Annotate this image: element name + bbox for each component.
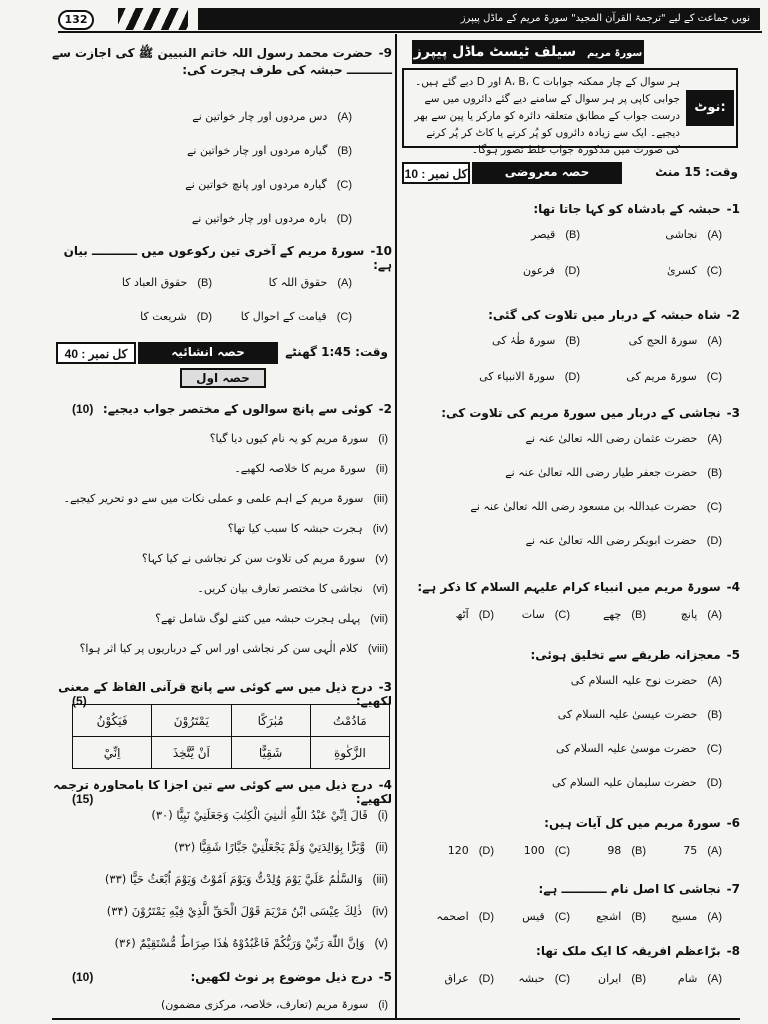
mcq-option: [552, 776, 722, 789]
item-text: نجاشی کا مختصر تعارف بیان کریں۔: [197, 582, 363, 595]
option-key: (C): [706, 265, 722, 277]
option-key: (D): [706, 777, 722, 789]
question-text: حضرت محمد رسول اللہ خاتم النبیین ﷺ کی اجازت سے ـــــــــــ حبشہ کی طرف ہجرت کی:: [52, 46, 392, 77]
item-key: (iv): [372, 906, 388, 918]
item-key: (ii): [375, 463, 388, 475]
option-text: حضرت نوح علیہ السلام کی: [570, 674, 698, 687]
mcq-option: [603, 608, 646, 621]
question-number: 10-: [370, 244, 392, 258]
mcq-question: [402, 944, 740, 958]
option-text: حضرت ابوبکر رضی اللہ تعالیٰ عنہ نے: [525, 534, 697, 547]
note-item: [161, 998, 388, 1011]
option-text: فرعون: [523, 264, 555, 277]
mcq-option: [140, 310, 212, 323]
mcq-option: [436, 910, 494, 923]
mcq-question: [402, 308, 740, 322]
short-question-item: [80, 642, 388, 655]
question-text: درج ذیل میں سے کوئی سے تین اجزا کا بامحاورہ ترجمہ لکھیے:: [53, 778, 392, 806]
question-number: 5-: [378, 970, 392, 984]
vocab-word: يَمْتَرُوْنَ: [152, 705, 231, 737]
vocab-word: اِنِّيْ: [73, 737, 152, 769]
objective-marks: کل نمبر : 10: [402, 162, 470, 184]
question-number: 2-: [726, 308, 740, 322]
mcq-option: [671, 910, 722, 923]
option-text: اشجع: [596, 910, 622, 923]
option-key: (A): [337, 111, 352, 123]
mcq-option: [571, 674, 722, 687]
option-text: نجاشی: [665, 228, 698, 241]
item-text: ذٰلِكَ عِيْسَى ابْنُ مَرْيَمَ قَوْلَ الْحَقِّ الَّذِيْ فِيْهِ يَمْتَرُوْنَ (۳۴): [106, 904, 362, 918]
item-key: (iv): [372, 523, 388, 535]
question-text: برّاعظم افریقہ کا ایک ملک تھا:: [536, 944, 721, 958]
option-key: (B): [707, 709, 722, 721]
mcq-option: [626, 370, 722, 383]
option-text: دس مردوں اور چار خواتین نے: [192, 110, 328, 123]
question-number: 7-: [726, 882, 740, 896]
mcq-option: [531, 228, 580, 241]
mcq-option: [505, 466, 722, 479]
vocab-row: [73, 737, 390, 769]
mcq-question: [402, 648, 740, 662]
translation-item: [107, 904, 388, 918]
paper-title-text: سیلف ٹیسٹ ماڈل پیپرز: [413, 44, 577, 60]
option-key: (B): [565, 229, 580, 241]
option-text: حضرت عیسیٰ علیہ السلام کی: [557, 708, 698, 721]
column-divider: [395, 34, 397, 1018]
option-key: (C): [554, 609, 570, 621]
item-key: (iii): [373, 493, 388, 505]
option-text: سورۃ طٰہٰ کی: [492, 334, 556, 347]
question-text: کوئی سے پانچ سوالوں کے مختصر جواب دیجیے:: [102, 402, 373, 416]
question-text: حبشہ کے بادشاہ کو کہا جاتا تھا:: [533, 202, 721, 216]
mcq-question: [402, 202, 740, 216]
option-text: بارہ مردوں اور چار خواتین نے: [191, 212, 327, 225]
mcq-question: [402, 580, 740, 594]
item-key: (v): [375, 553, 388, 565]
mcq-option: [269, 276, 352, 289]
mcq-option: [556, 742, 722, 755]
question-text: درج ذیل موضوع پر نوٹ لکھیں:: [190, 970, 373, 984]
option-key: (B): [565, 335, 580, 347]
option-key: (B): [337, 145, 352, 157]
option-key: (B): [197, 277, 212, 289]
option-key: (A): [707, 609, 722, 621]
option-key: (C): [554, 845, 570, 857]
option-key: (D): [478, 845, 494, 857]
option-text: 98: [607, 844, 622, 857]
item-text: کلام الٰہی سن کر نجاشی اور اس کے درباریوں پر کیا اثر ہوا؟: [79, 642, 358, 655]
header-rule: [58, 31, 762, 33]
option-text: حقوق العباد کا: [121, 276, 188, 289]
mcq-question: [402, 882, 740, 896]
mcq-option: [241, 310, 352, 323]
question-number: 1-: [726, 202, 740, 216]
mcq-option: [526, 534, 722, 547]
short-question-item: [64, 492, 388, 505]
question-marks: (15): [72, 792, 94, 806]
subjective-marks: کل نمبر : 40: [56, 342, 136, 364]
option-key: (D): [478, 911, 494, 923]
vocab-word: الزَّكٰوةِ: [310, 737, 389, 769]
item-text: سورۃ مریم (تعارف، خلاصہ، مرکزی مضمون): [161, 998, 369, 1011]
option-text: حضرت جعفر طیار رضی اللہ تعالیٰ عنہ نے: [505, 466, 698, 479]
option-key: (A): [707, 845, 722, 857]
option-key: (D): [564, 265, 580, 277]
option-text: مسیح: [671, 910, 698, 923]
item-key: (viii): [367, 643, 388, 655]
short-question-item: [197, 582, 388, 595]
option-text: گیارہ مردوں اور پانچ خواتین نے: [185, 178, 327, 191]
question-number: 8-: [726, 944, 740, 958]
option-key: (A): [707, 973, 722, 985]
option-text: گیارہ مردوں اور چار خواتین نے: [186, 144, 328, 157]
mcq-option: [607, 844, 646, 857]
item-key: (iii): [372, 874, 388, 886]
question: [52, 46, 392, 77]
option-text: قیصر: [531, 228, 556, 241]
vocabulary-table: [72, 704, 390, 769]
item-text: وَاِنَّ اللّٰهَ رَبِّيْ وَرَبُّكُمْ فَاعْبُدُوْهُ هٰذَا صِرَاطٌ مُّسْتَقِيْمٌ (۳۶): [114, 936, 365, 950]
translation-item: [174, 840, 388, 854]
mcq-option: [681, 608, 722, 621]
option-text: ایران: [597, 972, 622, 985]
option-text: شریعت کا: [140, 310, 187, 323]
question-number: 5-: [726, 648, 740, 662]
option-key: (A): [707, 229, 722, 241]
mcq-option: [492, 334, 580, 347]
question: [52, 970, 392, 984]
option-key: (C): [554, 911, 570, 923]
option-key: (D): [564, 371, 580, 383]
item-text: سورۃ مریم کو یہ نام کیوں دیا گیا؟: [209, 432, 369, 445]
question-number: 4-: [726, 580, 740, 594]
question-number: 3-: [726, 406, 740, 420]
question-text: معجزانہ طریقے سے تخلیق ہوئی:: [530, 648, 721, 662]
item-text: پہلی ہجرت حبشہ میں کتنے لوگ شامل تھے؟: [155, 612, 361, 625]
option-key: (D): [478, 609, 494, 621]
item-key: (i): [378, 433, 388, 445]
mcq-option: [596, 910, 646, 923]
mcq-option: [558, 708, 722, 721]
option-text: 120: [447, 844, 469, 857]
question-text: سورۃ مریم میں کل آیات ہیں:: [544, 816, 721, 830]
mcq-option: [522, 608, 570, 621]
part-one-title: حصہ اول: [180, 368, 266, 388]
option-key: (A): [707, 675, 722, 687]
subjective-column: [52, 40, 392, 1018]
option-key: (A): [707, 335, 722, 347]
mcq-option: [187, 144, 352, 157]
short-question-item: [210, 432, 388, 445]
option-text: حبشہ: [518, 972, 545, 985]
short-question-item: [228, 522, 388, 535]
header-title: نویں جماعت کے لیے "ترجمۃ القرآن المجید" سورۃ مریم کے ماڈل پیپرز: [198, 8, 760, 30]
option-text: شام: [677, 972, 698, 985]
mcq-option: [665, 228, 722, 241]
mcq-option: [667, 264, 722, 277]
mcq-option: [518, 972, 570, 985]
option-key: (A): [337, 277, 352, 289]
option-key: (D): [478, 973, 494, 985]
option-key: (B): [631, 845, 646, 857]
option-key: (C): [706, 371, 722, 383]
objective-column: [402, 40, 740, 1018]
objective-time: وقت: 15 منٹ: [655, 165, 738, 179]
option-text: پانچ: [680, 608, 698, 621]
vocab-word: مَادُمْتُ: [310, 705, 389, 737]
option-key: (C): [706, 501, 722, 513]
option-text: قیامت کے احوال کا: [240, 310, 327, 323]
option-key: (D): [196, 311, 212, 323]
mcq-option: [122, 276, 212, 289]
short-question-item: [234, 462, 388, 475]
item-text: قَالَ اِنِّيْ عَبْدُ اللّٰهِ اٰتٰىنِيَ الْكِتٰبَ وَجَعَلَنِيْ نَبِيًّا (۳۰): [151, 808, 368, 822]
question-number: 2-: [378, 402, 392, 416]
vocab-word: مُبٰرَكًا: [231, 705, 310, 737]
subjective-section-bar: [56, 342, 388, 364]
vocab-row: [73, 705, 390, 737]
page-header: [58, 8, 760, 30]
item-text: ہجرت حبشہ کا سبب کیا تھا؟: [227, 522, 363, 535]
item-key: (vii): [370, 613, 388, 625]
option-text: کسریٰ: [666, 264, 697, 277]
question-marks: (5): [72, 694, 87, 708]
item-key: (vi): [372, 583, 388, 595]
option-key: (C): [706, 743, 722, 755]
subjective-section-title: حصہ انشائیہ: [138, 342, 278, 364]
item-text: سورۃ مریم کے اہم علمی و عملی نکات میں سے دو تحریر کیجیے۔: [63, 492, 364, 505]
option-text: سورۃ مریم کی: [626, 370, 697, 383]
item-key: (i): [377, 810, 388, 822]
mcq-option: [444, 972, 494, 985]
option-key: (C): [336, 311, 352, 323]
instructions-text: ہر سوال کے چار ممکنہ جوابات A، B، C اور D دیے گئے ہیں۔ جوابی کاپی پر ہر سوال کے سامنے دیے گئے دائروں میں سے درست جواب کے مطابق متعلقہ دائرہ کو مارکر یا پین سے بھر دیجیے۔ ایک سے زیادہ دائروں کو پُر کرنے یا کاٹ کر پُر کرنے کی صورت میں مذکورہ جواب غلط تصور ہوگا۔: [414, 76, 680, 156]
question-text: نجاشی کا اصل نام ـــــــــــ ہے:: [538, 882, 721, 896]
mcq-option: [479, 370, 580, 383]
item-key: (v): [374, 938, 388, 950]
question-text: سورۃ مریم کے آخری تین رکوعوں میں ـــــــــــ بیان ہے:: [63, 244, 392, 272]
item-text: سورۃ مریم کا خلاصہ لکھیے۔: [234, 462, 366, 475]
mcq-option: [185, 178, 352, 191]
option-text: سورۃ الانبیاء کی: [479, 370, 555, 383]
option-text: اصحمہ: [436, 910, 469, 923]
mcq-option: [683, 844, 722, 857]
option-key: (A): [707, 433, 722, 445]
option-text: حضرت سلیمان علیہ السلام کی: [552, 776, 697, 789]
mcq-option: [629, 334, 722, 347]
option-key: (B): [707, 467, 722, 479]
vocab-word: فَيَكُوْنُ: [73, 705, 152, 737]
objective-section-bar: [402, 162, 738, 184]
question-number: 6-: [726, 816, 740, 830]
option-text: چھے: [602, 608, 622, 621]
item-text: سورۃ مریم کی تلاوت سن کر نجاشی نے کیا کہا؟: [141, 552, 366, 565]
option-text: حقوق اللہ کا: [268, 276, 328, 289]
page-number: 132: [58, 10, 94, 30]
mcq-option: [598, 972, 646, 985]
translation-item: [151, 808, 388, 822]
option-text: حضرت عبداللہ بن مسعود رضی اللہ تعالیٰ عنہ نے: [470, 500, 697, 513]
option-key: (B): [631, 911, 646, 923]
question-text: نجاشی کے دربار میں سورۃ مریم کی تلاوت کی:: [441, 406, 721, 420]
objective-section-title: حصہ معروضی: [472, 162, 622, 184]
mcq-option: [448, 844, 494, 857]
vocab-word: شَقِيًّا: [231, 737, 310, 769]
instructions-box: [402, 68, 738, 156]
option-text: آٹھ: [455, 608, 469, 621]
mcq-option: [192, 110, 352, 123]
mcq-question: [402, 406, 740, 420]
question-number: 9-: [378, 46, 392, 60]
paper-title: [412, 40, 644, 64]
option-key: (D): [706, 535, 722, 547]
option-text: حضرت عثمان رضی اللہ تعالیٰ عنہ نے: [525, 432, 698, 445]
instructions-label: نوٹ:: [686, 90, 734, 126]
option-text: سورۃ الحج کی: [628, 334, 698, 347]
item-key: (ii): [375, 842, 388, 854]
translation-item: [114, 936, 388, 950]
option-text: سات: [521, 608, 545, 621]
mcq-option: [470, 500, 722, 513]
option-text: قیس: [522, 910, 545, 923]
option-text: 75: [683, 844, 698, 857]
mcq-option: [192, 212, 352, 225]
item-key: (i): [378, 999, 388, 1011]
short-question-item: [142, 552, 388, 565]
option-text: 100: [523, 844, 545, 857]
option-key: (C): [554, 973, 570, 985]
header-stripes: [118, 8, 188, 30]
option-key: (A): [707, 911, 722, 923]
item-text: وَالسَّلٰمُ عَلَيَّ يَوْمَ وُلِدْتُّ وَيَوْمَ اَمُوْتُ وَيَوْمَ اُبْعَثُ حَيًّا (۳۳): [104, 872, 363, 886]
question-marks: (10): [72, 970, 94, 984]
option-text: حضرت موسیٰ علیہ السلام کی: [556, 742, 697, 755]
mcq-option: [523, 264, 580, 277]
mcq-option: [456, 608, 494, 621]
option-key: (D): [336, 213, 352, 225]
paper-subject: سورۃ مریم: [586, 48, 643, 59]
mcq-question: [402, 816, 740, 830]
mcq-option: [678, 972, 722, 985]
question-number: 4-: [378, 778, 392, 792]
translation-item: [105, 872, 388, 886]
mcq-option: [522, 910, 570, 923]
question: [52, 402, 392, 416]
question-number: 3-: [378, 680, 392, 694]
short-question-item: [155, 612, 388, 625]
option-key: (C): [336, 179, 352, 191]
subjective-time: وقت: 1:45 گھنٹے: [285, 345, 388, 359]
option-key: (B): [631, 973, 646, 985]
question-text: شاہ حبشہ کے دربار میں تلاوت کی گئی:: [488, 308, 721, 322]
question: [52, 244, 392, 272]
question-text: درج ذیل میں سے کوئی سے پانچ قرآنی الفاظ کے معنی لکھیے:: [58, 680, 392, 708]
item-text: وَّبَرًّا بِوَالِدَتِيْ وَلَمْ يَجْعَلْنِيْ جَبَّارًا شَقِيًّا (۳۲): [173, 840, 366, 854]
option-text: عراق: [444, 972, 469, 985]
question-text: سورۃ مریم میں انبیاء کرام علیہم السلام کا ذکر ہے:: [417, 580, 721, 594]
question: [52, 778, 392, 806]
mcq-option: [526, 432, 723, 445]
option-key: (B): [631, 609, 646, 621]
mcq-option: [524, 844, 570, 857]
bottom-rule: [52, 1018, 740, 1020]
question-marks: (10): [72, 402, 94, 416]
vocab-word: اَنْ يَّتَّخِذَ: [152, 737, 231, 769]
